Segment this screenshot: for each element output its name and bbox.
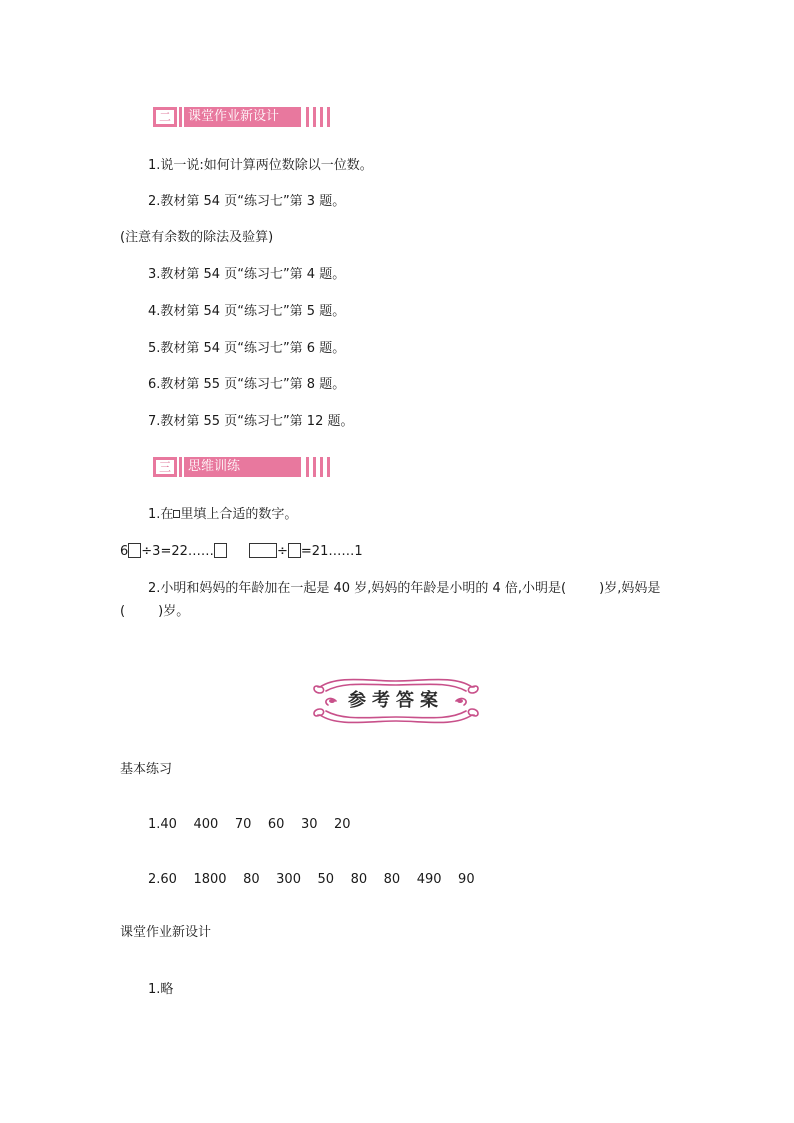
classwork-item: 6.教材第 55 页“练习七”第 8 题。	[148, 377, 346, 392]
banner-stripe	[306, 457, 309, 477]
banner-stripe	[306, 107, 309, 127]
thinking-question-1	[148, 507, 297, 523]
equation-text: =21……1	[300, 544, 363, 559]
answer-box[interactable]	[214, 543, 227, 558]
classwork-item: 2.教材第 54 页“练习七”第 3 题。	[148, 194, 346, 209]
classwork-item: 4.教材第 54 页“练习七”第 5 题。	[148, 304, 346, 319]
banner-stripe	[320, 107, 323, 127]
answer-line: 1.略	[148, 982, 174, 997]
answer-box[interactable]	[288, 543, 301, 558]
section-number-box	[153, 457, 177, 477]
classwork-item: 5.教材第 54 页“练习七”第 6 题。	[148, 341, 346, 356]
section-title: 思维训练	[184, 457, 301, 477]
banner-divider	[179, 457, 182, 477]
equation-dividend-digit: 6	[120, 544, 129, 559]
equation-text: ÷3=22……	[141, 544, 214, 559]
banner-divider	[179, 107, 182, 127]
answer-heading-basic: 基本练习	[120, 762, 173, 777]
question-text: 里填上合适的数字。	[180, 507, 298, 522]
banner-stripe	[313, 107, 316, 127]
classwork-item: 1.说一说:如何计算两位数除以一位数。	[148, 158, 373, 173]
answer-line: 1.40 400 70 60 30 20	[148, 817, 351, 832]
thinking-question-2-cont: ( )岁。	[120, 604, 190, 619]
answer-box[interactable]	[249, 543, 277, 558]
section-number-box	[153, 107, 177, 127]
classwork-item: 7.教材第 55 页“练习七”第 12 题。	[148, 414, 354, 429]
banner-stripe	[320, 457, 323, 477]
section-title: 课堂作业新设计	[184, 107, 301, 127]
banner-stripe	[327, 107, 330, 127]
section-number: 三	[156, 460, 174, 474]
section-banner-thinking	[153, 457, 335, 477]
answer-line: 2.60 1800 80 300 50 80 80 490 90	[148, 872, 475, 887]
section-banner-classwork	[153, 107, 335, 127]
banner-stripe	[327, 457, 330, 477]
answer-key-title: 参考答案	[348, 690, 444, 711]
equation-1	[120, 543, 227, 559]
banner-stripe	[313, 457, 316, 477]
answer-box[interactable]	[128, 543, 141, 558]
equation-text: ÷	[277, 544, 288, 559]
answer-key-banner	[308, 671, 484, 731]
section-number: 二	[156, 110, 174, 124]
classwork-note: (注意有余数的除法及验算)	[120, 230, 274, 245]
question-text: 1.在	[148, 507, 174, 522]
answer-heading-classwork: 课堂作业新设计	[120, 925, 212, 940]
equation-2	[249, 543, 363, 559]
thinking-question-2: 2.小明和妈妈的年龄加在一起是 40 岁,妈妈的年龄是小明的 4 倍,小明是( )岁,妈妈是	[148, 581, 661, 596]
classwork-item: 3.教材第 54 页“练习七”第 4 题。	[148, 267, 346, 282]
